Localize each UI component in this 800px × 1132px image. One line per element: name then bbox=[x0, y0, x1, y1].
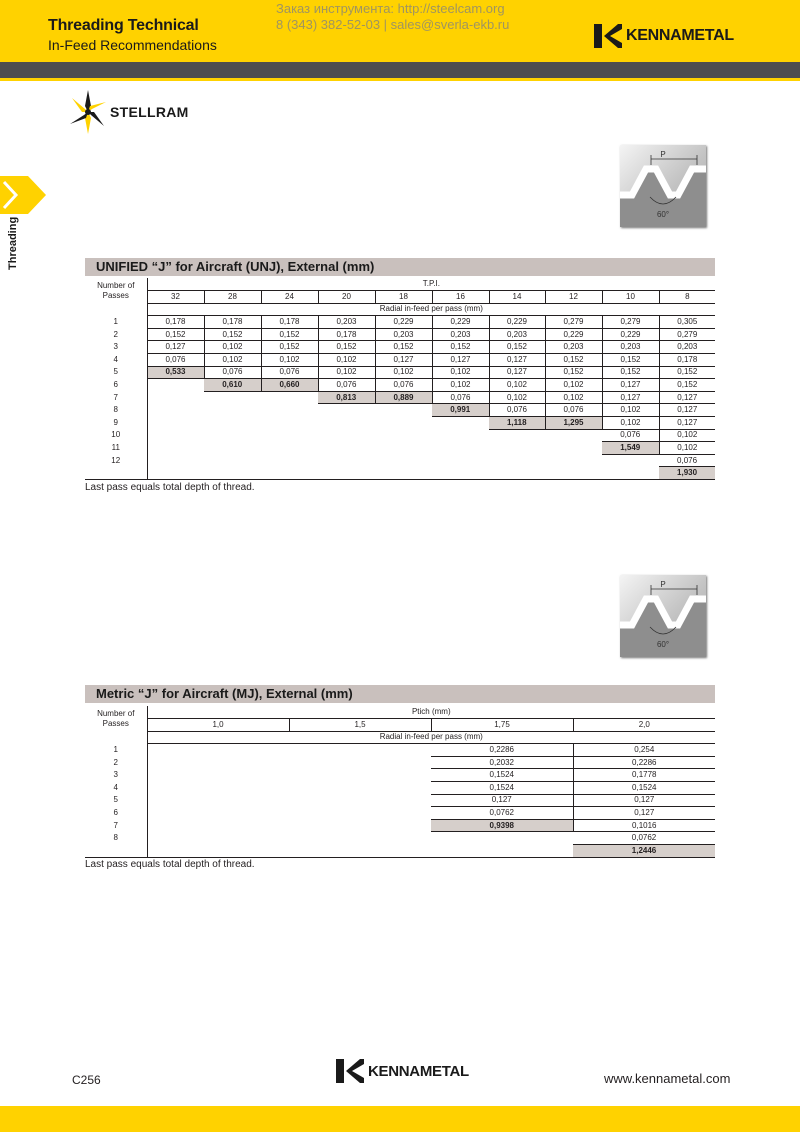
value-cell: 0,152 bbox=[602, 354, 659, 367]
value-cell: 0,152 bbox=[261, 341, 318, 354]
empty-cell bbox=[147, 391, 204, 404]
empty-cell bbox=[261, 442, 318, 455]
header-gray-stripe bbox=[0, 62, 800, 78]
table-row bbox=[85, 379, 715, 392]
mj-infeed-table bbox=[85, 706, 715, 858]
kennametal-logo bbox=[594, 24, 734, 48]
value-cell: 0,203 bbox=[432, 328, 489, 341]
value-cell: 0,076 bbox=[602, 429, 659, 442]
pass-number: 9 bbox=[85, 417, 147, 430]
value-cell: 0,102 bbox=[659, 429, 715, 442]
empty-cell bbox=[147, 417, 204, 430]
value-cell: 0,076 bbox=[545, 404, 602, 417]
value-cell: 0,102 bbox=[375, 366, 432, 379]
value-cell: 0,152 bbox=[545, 366, 602, 379]
value-cell: 0,102 bbox=[318, 366, 375, 379]
value-cell: 0,127 bbox=[431, 794, 573, 807]
value-cell: 0,127 bbox=[602, 379, 659, 392]
table-row bbox=[85, 354, 715, 367]
empty-cell bbox=[318, 417, 375, 430]
value-cell: 1,2446 bbox=[573, 845, 715, 858]
pass-number: 3 bbox=[85, 769, 147, 782]
value-cell: 0,0762 bbox=[573, 832, 715, 845]
empty-cell bbox=[289, 744, 431, 757]
table-row bbox=[85, 328, 715, 341]
thread-profile-diagram bbox=[620, 145, 706, 227]
empty-cell bbox=[261, 429, 318, 442]
value-cell: 0,127 bbox=[489, 354, 545, 367]
empty-cell bbox=[432, 442, 489, 455]
empty-cell bbox=[318, 467, 375, 480]
empty-cell bbox=[432, 467, 489, 480]
table-row bbox=[85, 442, 715, 455]
empty-cell bbox=[289, 845, 431, 858]
pass-number: 5 bbox=[85, 366, 147, 379]
empty-cell bbox=[261, 404, 318, 417]
empty-cell bbox=[147, 429, 204, 442]
empty-cell bbox=[289, 819, 431, 832]
value-cell: 0,102 bbox=[489, 379, 545, 392]
value-cell: 0,0762 bbox=[431, 807, 573, 820]
value-cell: 0,229 bbox=[489, 316, 545, 329]
value-cell: 0,152 bbox=[318, 341, 375, 354]
column-sub-header: Radial in-feed per pass (mm) bbox=[147, 731, 715, 744]
value-cell: 0,076 bbox=[489, 404, 545, 417]
table-row bbox=[85, 807, 715, 820]
column-header: 2,0 bbox=[573, 719, 715, 732]
section-label: Threading bbox=[7, 216, 19, 270]
empty-cell bbox=[431, 832, 573, 845]
value-cell: 0,152 bbox=[659, 379, 715, 392]
value-cell: 0,1778 bbox=[573, 769, 715, 782]
stellram-wordmark: STELLRAM bbox=[110, 104, 189, 120]
value-cell: 0,127 bbox=[659, 391, 715, 404]
empty-cell bbox=[204, 417, 261, 430]
unj-infeed-table bbox=[85, 278, 715, 480]
empty-cell bbox=[545, 442, 602, 455]
column-header: 12 bbox=[545, 291, 602, 304]
value-cell: 0,279 bbox=[602, 316, 659, 329]
value-cell: 0,152 bbox=[432, 341, 489, 354]
pass-number: 6 bbox=[85, 379, 147, 392]
header-thin-stripe bbox=[0, 78, 800, 81]
thread-profile-diagram bbox=[620, 575, 706, 657]
table-row bbox=[85, 782, 715, 795]
value-cell: 0,203 bbox=[375, 328, 432, 341]
value-cell: 0,203 bbox=[318, 316, 375, 329]
empty-cell bbox=[375, 467, 432, 480]
value-cell: 0,152 bbox=[204, 328, 261, 341]
value-cell: 0,076 bbox=[261, 366, 318, 379]
empty-cell bbox=[261, 417, 318, 430]
value-cell: 0,9398 bbox=[431, 819, 573, 832]
empty-cell bbox=[147, 769, 289, 782]
value-cell: 0,203 bbox=[659, 341, 715, 354]
stellram-star-icon bbox=[70, 90, 106, 134]
value-cell: 0,533 bbox=[147, 366, 204, 379]
value-cell: 0,102 bbox=[545, 391, 602, 404]
empty-cell bbox=[318, 454, 375, 467]
empty-cell bbox=[375, 404, 432, 417]
table-row bbox=[85, 845, 715, 858]
empty-cell bbox=[289, 769, 431, 782]
value-cell: 0,178 bbox=[261, 316, 318, 329]
column-header: 1,5 bbox=[289, 719, 431, 732]
value-cell: 0,102 bbox=[489, 391, 545, 404]
table-row bbox=[85, 794, 715, 807]
value-cell: 0,178 bbox=[147, 316, 204, 329]
mj-footnote: Last pass equals total depth of thread. bbox=[85, 859, 255, 870]
value-cell: 0,076 bbox=[318, 379, 375, 392]
value-cell: 0,229 bbox=[432, 316, 489, 329]
value-cell: 1,295 bbox=[545, 417, 602, 430]
table-row bbox=[85, 769, 715, 782]
pass-number: 1 bbox=[85, 316, 147, 329]
empty-cell bbox=[432, 429, 489, 442]
pass-number: 2 bbox=[85, 328, 147, 341]
empty-cell bbox=[289, 756, 431, 769]
column-header: 1,75 bbox=[431, 719, 573, 732]
empty-cell bbox=[147, 807, 289, 820]
value-cell: 0,076 bbox=[432, 391, 489, 404]
column-header: 24 bbox=[261, 291, 318, 304]
value-cell: 0,2032 bbox=[431, 756, 573, 769]
empty-cell bbox=[289, 832, 431, 845]
value-cell: 0,1524 bbox=[573, 782, 715, 795]
table-row bbox=[85, 819, 715, 832]
column-group-header: T.P.I. bbox=[147, 278, 715, 291]
empty-cell bbox=[261, 391, 318, 404]
svg-text:P: P bbox=[660, 150, 666, 159]
row-header: Number of Passes bbox=[85, 706, 147, 744]
value-cell: 0,991 bbox=[432, 404, 489, 417]
kennametal-wordmark: KENNAMETAL bbox=[368, 1062, 469, 1080]
empty-cell bbox=[147, 454, 204, 467]
table-row bbox=[85, 756, 715, 769]
section-chevron-tab bbox=[0, 176, 46, 214]
table-row bbox=[85, 316, 715, 329]
value-cell: 0,152 bbox=[545, 354, 602, 367]
column-header: 1,0 bbox=[147, 719, 289, 732]
pass-number: 5 bbox=[85, 794, 147, 807]
value-cell: 1,118 bbox=[489, 417, 545, 430]
empty-cell bbox=[147, 467, 204, 480]
pass-number bbox=[85, 845, 147, 858]
empty-cell bbox=[545, 454, 602, 467]
pass-number: 4 bbox=[85, 354, 147, 367]
empty-cell bbox=[147, 845, 289, 858]
pass-number: 10 bbox=[85, 429, 147, 442]
empty-cell bbox=[318, 404, 375, 417]
value-cell: 0,102 bbox=[545, 379, 602, 392]
empty-cell bbox=[147, 442, 204, 455]
value-cell: 0,102 bbox=[261, 354, 318, 367]
empty-cell bbox=[545, 429, 602, 442]
page-subtitle: In-Feed Recommendations bbox=[48, 37, 217, 53]
value-cell: 0,1524 bbox=[431, 769, 573, 782]
value-cell: 0,660 bbox=[261, 379, 318, 392]
stellram-logo bbox=[70, 90, 189, 134]
value-cell: 0,178 bbox=[204, 316, 261, 329]
empty-cell bbox=[375, 442, 432, 455]
value-cell: 0,203 bbox=[545, 341, 602, 354]
value-cell: 0,229 bbox=[602, 328, 659, 341]
column-sub-header: Radial in-feed per pass (mm) bbox=[147, 303, 715, 316]
value-cell: 0,178 bbox=[659, 354, 715, 367]
value-cell: 0,152 bbox=[489, 341, 545, 354]
value-cell: 0,1524 bbox=[431, 782, 573, 795]
value-cell: 0,152 bbox=[602, 366, 659, 379]
empty-cell bbox=[147, 744, 289, 757]
kennametal-k-icon bbox=[594, 24, 622, 48]
empty-cell bbox=[204, 467, 261, 480]
website-link[interactable]: www.kennametal.com bbox=[604, 1071, 731, 1086]
table-row bbox=[85, 417, 715, 430]
empty-cell bbox=[431, 845, 573, 858]
table-row bbox=[85, 467, 715, 480]
value-cell: 0,203 bbox=[602, 341, 659, 354]
table-row bbox=[85, 366, 715, 379]
value-cell: 0,127 bbox=[602, 391, 659, 404]
value-cell: 0,102 bbox=[318, 354, 375, 367]
table-row bbox=[85, 832, 715, 845]
pass-number: 7 bbox=[85, 391, 147, 404]
value-cell: 0,229 bbox=[375, 316, 432, 329]
pass-number: 3 bbox=[85, 341, 147, 354]
empty-cell bbox=[147, 819, 289, 832]
value-cell: 0,076 bbox=[659, 454, 715, 467]
svg-text:60°: 60° bbox=[656, 210, 670, 219]
order-info-url: Заказ инструмента: http://steelcam.org bbox=[276, 1, 505, 16]
pass-number: 6 bbox=[85, 807, 147, 820]
empty-cell bbox=[261, 454, 318, 467]
column-group-header: Ptich (mm) bbox=[147, 706, 715, 719]
empty-cell bbox=[489, 429, 545, 442]
value-cell: 0,152 bbox=[147, 328, 204, 341]
empty-cell bbox=[147, 404, 204, 417]
empty-cell bbox=[489, 467, 545, 480]
empty-cell bbox=[204, 454, 261, 467]
empty-cell bbox=[602, 467, 659, 480]
svg-text:60°: 60° bbox=[656, 640, 670, 649]
kennametal-logo bbox=[336, 1059, 469, 1083]
column-header: 16 bbox=[432, 291, 489, 304]
column-header: 10 bbox=[602, 291, 659, 304]
empty-cell bbox=[289, 807, 431, 820]
footer-band bbox=[0, 1106, 800, 1132]
pass-number: 2 bbox=[85, 756, 147, 769]
value-cell: 0,178 bbox=[318, 328, 375, 341]
value-cell: 0,610 bbox=[204, 379, 261, 392]
value-cell: 0,102 bbox=[602, 417, 659, 430]
table-row bbox=[85, 341, 715, 354]
value-cell: 0,889 bbox=[375, 391, 432, 404]
value-cell: 0,102 bbox=[432, 379, 489, 392]
order-info-contacts: 8 (343) 382-52-03 | sales@sverla-ekb.ru bbox=[276, 17, 510, 32]
empty-cell bbox=[318, 429, 375, 442]
value-cell: 0,076 bbox=[147, 354, 204, 367]
value-cell: 0,2286 bbox=[573, 756, 715, 769]
empty-cell bbox=[489, 454, 545, 467]
empty-cell bbox=[204, 429, 261, 442]
value-cell: 1,549 bbox=[602, 442, 659, 455]
unj-table-title: UNIFIED “J” for Aircraft (UNJ), External (mm) bbox=[85, 258, 715, 276]
empty-cell bbox=[318, 442, 375, 455]
empty-cell bbox=[489, 442, 545, 455]
value-cell: 0,127 bbox=[147, 341, 204, 354]
column-header: 20 bbox=[318, 291, 375, 304]
empty-cell bbox=[147, 782, 289, 795]
value-cell: 0,279 bbox=[545, 316, 602, 329]
kennametal-wordmark: KENNAMETAL bbox=[626, 27, 734, 44]
column-header: 8 bbox=[659, 291, 715, 304]
empty-cell bbox=[147, 756, 289, 769]
value-cell: 1,930 bbox=[659, 467, 715, 480]
pass-number: 8 bbox=[85, 832, 147, 845]
column-header: 18 bbox=[375, 291, 432, 304]
column-header: 14 bbox=[489, 291, 545, 304]
value-cell: 0,127 bbox=[573, 794, 715, 807]
empty-cell bbox=[602, 454, 659, 467]
value-cell: 0,127 bbox=[659, 417, 715, 430]
unj-footnote: Last pass equals total depth of thread. bbox=[85, 482, 255, 493]
value-cell: 0,203 bbox=[489, 328, 545, 341]
table-row bbox=[85, 454, 715, 467]
page-title: Threading Technical bbox=[48, 17, 199, 34]
empty-cell bbox=[375, 454, 432, 467]
value-cell: 0,1016 bbox=[573, 819, 715, 832]
pass-number: 4 bbox=[85, 782, 147, 795]
pass-number bbox=[85, 467, 147, 480]
value-cell: 0,102 bbox=[602, 404, 659, 417]
kennametal-k-icon bbox=[336, 1059, 364, 1083]
empty-cell bbox=[545, 467, 602, 480]
value-cell: 0,102 bbox=[204, 354, 261, 367]
empty-cell bbox=[289, 782, 431, 795]
svg-text:P: P bbox=[660, 580, 666, 589]
empty-cell bbox=[375, 417, 432, 430]
column-header: 32 bbox=[147, 291, 204, 304]
value-cell: 0,305 bbox=[659, 316, 715, 329]
page-number: C256 bbox=[72, 1073, 101, 1087]
pass-number: 1 bbox=[85, 744, 147, 757]
table-row bbox=[85, 429, 715, 442]
row-header: Number of Passes bbox=[85, 278, 147, 316]
mj-table-title: Metric “J” for Aircraft (MJ), External (mm) bbox=[85, 685, 715, 703]
empty-cell bbox=[204, 442, 261, 455]
value-cell: 0,102 bbox=[204, 341, 261, 354]
pass-number: 12 bbox=[85, 454, 147, 467]
empty-cell bbox=[147, 832, 289, 845]
value-cell: 0,076 bbox=[375, 379, 432, 392]
value-cell: 0,127 bbox=[573, 807, 715, 820]
empty-cell bbox=[432, 417, 489, 430]
value-cell: 0,254 bbox=[573, 744, 715, 757]
value-cell: 0,2286 bbox=[431, 744, 573, 757]
pass-number: 8 bbox=[85, 404, 147, 417]
value-cell: 0,152 bbox=[659, 366, 715, 379]
value-cell: 0,279 bbox=[659, 328, 715, 341]
value-cell: 0,127 bbox=[432, 354, 489, 367]
empty-cell bbox=[147, 794, 289, 807]
value-cell: 0,813 bbox=[318, 391, 375, 404]
empty-cell bbox=[261, 467, 318, 480]
value-cell: 0,127 bbox=[489, 366, 545, 379]
value-cell: 0,127 bbox=[659, 404, 715, 417]
value-cell: 0,076 bbox=[204, 366, 261, 379]
empty-cell bbox=[289, 794, 431, 807]
pass-number: 7 bbox=[85, 819, 147, 832]
pass-number: 11 bbox=[85, 442, 147, 455]
table-row bbox=[85, 744, 715, 757]
empty-cell bbox=[432, 454, 489, 467]
empty-cell bbox=[375, 429, 432, 442]
value-cell: 0,127 bbox=[375, 354, 432, 367]
value-cell: 0,152 bbox=[261, 328, 318, 341]
value-cell: 0,229 bbox=[545, 328, 602, 341]
empty-cell bbox=[147, 379, 204, 392]
value-cell: 0,102 bbox=[432, 366, 489, 379]
table-row bbox=[85, 391, 715, 404]
empty-cell bbox=[204, 404, 261, 417]
value-cell: 0,102 bbox=[659, 442, 715, 455]
value-cell: 0,152 bbox=[375, 341, 432, 354]
table-row bbox=[85, 404, 715, 417]
column-header: 28 bbox=[204, 291, 261, 304]
empty-cell bbox=[204, 391, 261, 404]
